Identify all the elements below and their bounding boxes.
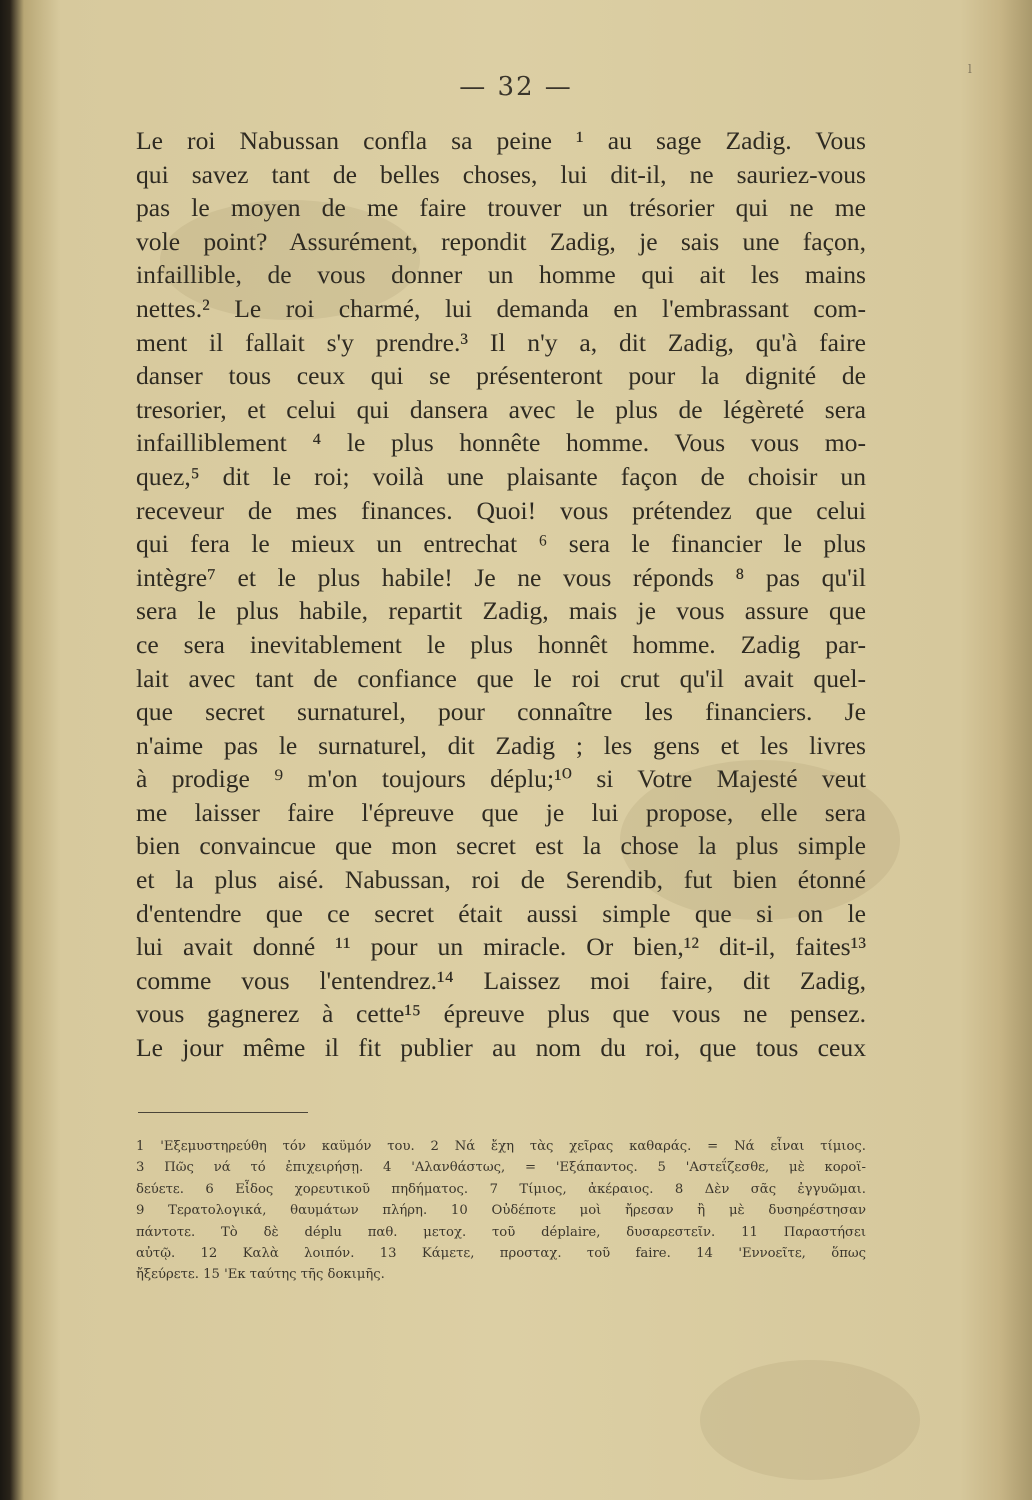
footnote-line: αὐτῷ. 12 Καλὰ λοιπόν. 13 Κάμετε, προσταχ. τοῦ faire. 14 'Εννοεῖτε, ὅπως (136, 1245, 866, 1261)
footnote-line: πάντοτε. Τὸ δὲ déplu παθ. μετοχ. τοῦ déplaire, δυσαρεστεῖν. 11 Παραστήσει (136, 1224, 866, 1240)
text-line: nettes.² Le roi charmé, lui demanda en l'embrassant com- (136, 293, 866, 323)
text-line: sera le plus habile, repartit Zadig, mais je vous assure que (136, 596, 866, 626)
main-text (136, 124, 866, 1065)
text-line: infailliblement ⁴ le plus honnête homme. Vous vous mo- (136, 428, 866, 458)
text-line: n'aime pas le surnaturel, dit Zadig ; les gens et les livres (136, 730, 866, 760)
footnote-line: δεύετε. 6 Εἶδος χορευτικοῦ πηδήματος. 7 Τίμιος, ἀκέραιος. 8 Δὲν σᾶς ἐγγυῶμαι. (136, 1181, 866, 1197)
margin-mark: ⅼ (968, 62, 972, 76)
text-line: pas le moyen de me faire trouver un trésorier qui ne me (136, 193, 866, 223)
text-line: vole point? Assurément, repondit Zadig, je sais une façon, (136, 226, 866, 256)
paper-stain (700, 1360, 920, 1480)
text-line: ment il fallait s'y prendre.³ Il n'y a, dit Zadig, qu'à faire (136, 327, 866, 357)
text-line: vous gagnerez à cette¹⁵ épreuve plus que vous ne pensez. (136, 999, 866, 1029)
text-line: et la plus aisé. Nabussan, roi de Serendib, fut bien étonné (136, 865, 866, 895)
text-line: quez,⁵ dit le roi; voilà une plaisante façon de choisir un (136, 461, 866, 491)
text-line: bien convaincue que mon secret est la chose la plus simple (136, 831, 866, 861)
footnote-line: 3 Πῶς νά τό ἐπιχειρήσῃ. 4 'Αλανθάστως, = 'Εξάπαντος. 5 'Αστεΐζεσθε, μὲ κοροϊ- (136, 1160, 866, 1176)
text-line: qui fera le mieux un entrechat ⁶ sera le financier le plus (136, 529, 866, 559)
text-line: qui savez tant de belles choses, lui dit-il, ne sauriez-vous (136, 159, 866, 189)
text-line: tresorier, et celui qui dansera avec le plus de légèreté sera (136, 394, 866, 424)
footnote-line: 9 Τερατολογικά, θαυμάτων πλήρη. 10 Οὐδέποτε μοὶ ἤρεσαν ἢ μὲ δυσηρέστησαν (136, 1203, 866, 1219)
footnote-line: ἤξεύρετε. 15 'Εκ ταύτης τῆς δοκιμῆς. (136, 1267, 385, 1283)
text-line: receveur de mes finances. Quoi! vous prétendez que celui (136, 495, 866, 525)
text-line: Le roi Nabussan confla sa peine ¹ au sage Zadig. Vous (136, 126, 866, 155)
text-line: à prodige ⁹ m'on toujours déplu;¹⁰ si Votre Majesté veut (136, 764, 866, 794)
text-line: comme vous l'entendrez.¹⁴ Laissez moi faire, dit Zadig, (136, 965, 866, 995)
page-number: — 32 — (459, 72, 573, 102)
text-line: d'entendre que ce secret était aussi simple que si on le (136, 898, 866, 928)
text-line: ce sera inevitablement le plus honnêt homme. Zadig par- (136, 629, 866, 659)
text-line: intègre⁷ et le plus habile! Je ne vous réponds ⁸ pas qu'il (136, 562, 866, 592)
footnote-line: 1 'Εξεμυστηρεύθη τόν καϋμόν του. 2 Νά ἔχη τὰς χεῖρας καθαράς. = Νά εἶναι τίμιος. (136, 1139, 866, 1154)
text-line: danser tous ceux qui se présenteront pour la dignité de (136, 361, 866, 391)
footnote-divider (138, 1112, 308, 1113)
text-line: lui avait donné ¹¹ pour un miracle. Or bien,¹² dit-il, faites¹³ (136, 932, 866, 962)
footnotes (136, 1136, 866, 1286)
text-line: infaillible, de vous donner un homme qui ait les mains (136, 260, 866, 290)
text-line: lait avec tant de confiance que le roi crut qu'il avait quel- (136, 663, 866, 693)
text-line: Le jour même il fit publier au nom du roi, que tous ceux (136, 1033, 866, 1063)
text-line: que secret surnaturel, pour connaître les financiers. Je (136, 697, 866, 727)
text-line: me laisser faire l'épreuve que je lui propose, elle sera (136, 797, 866, 827)
